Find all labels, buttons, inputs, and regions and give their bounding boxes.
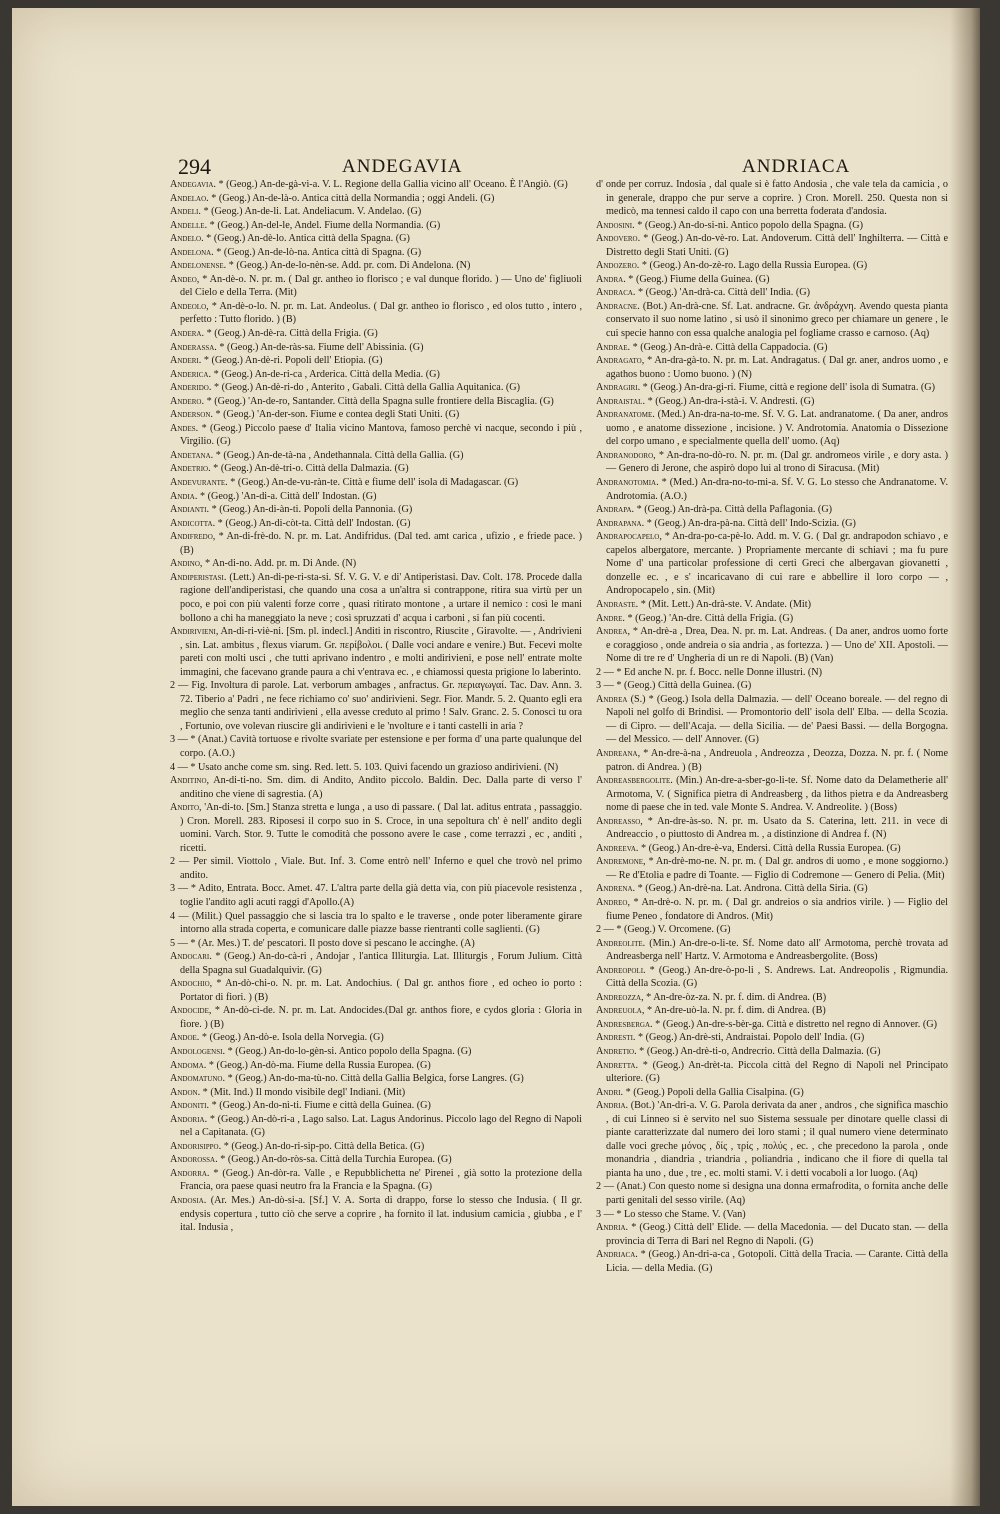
entry-headword: Andiperistasi. xyxy=(170,571,227,583)
dictionary-entry xyxy=(170,1031,582,1045)
entry-text: * An-dre-à-na , Andreuola , Andreozza , Deozza, Dozza. N. pr. f. ( Nome patron. di Andrea. ) (B) xyxy=(606,747,949,773)
entry-headword: Andetana. xyxy=(170,449,214,461)
entry-headword: 3 — xyxy=(170,883,189,895)
dictionary-entry xyxy=(596,1099,948,1180)
entry-headword: Andito, xyxy=(170,802,202,814)
entry-headword: Andreasso, xyxy=(596,815,643,827)
dictionary-entry xyxy=(170,557,582,571)
dictionary-entry xyxy=(596,476,948,503)
dictionary-entry xyxy=(596,815,948,842)
right-column xyxy=(596,178,948,1275)
entry-headword: Andoniti. xyxy=(170,1100,210,1112)
entry-headword: Andoe. xyxy=(170,1032,200,1044)
entry-text: (Milit.) Quel passaggio che si lascia tra lo spalto e le traverse , onde poter liberamente girare intorno alla strada coperta, e comunicare dalle piazze basse rientranti colle saglienti. (G) xyxy=(180,910,582,936)
dictionary-entry xyxy=(596,1059,948,1086)
entry-text: * (Geog.) An-do-ròs-sa. Città della Turchia Europea. (G) xyxy=(220,1154,452,1166)
dictionary-entry xyxy=(170,1045,582,1059)
entry-text: * (Geog.) V. Orcomene. (G) xyxy=(616,924,731,936)
dictionary-entry xyxy=(170,977,582,1004)
entry-text: An-di-ri-viè-ni. [Sm. pl. indecl.] Anditi in riscontro, Riuscite , Giravolte. — , Andrivieni , sin. Lat. ambitus , flexus viarum. Gr. περίβολοι. ( Dalle voci andare e venire.) But. Fecevi molte pareti con molti usci , che tutti aprivano indentro , e molti andirivieni, e pose nell' entrate molte immagini, che facevano grande paura a chi v'entrava ec. , e chiamossi questa prigione lo laberinto. xyxy=(180,626,583,678)
dictionary-entry xyxy=(596,273,948,287)
entry-text: * (Geog.) An-dè-ri. Popoli dell' Etiopia. (G) xyxy=(203,355,383,367)
dictionary-entry xyxy=(170,801,582,855)
entry-headword: Andero. xyxy=(170,395,205,407)
dictionary-entry xyxy=(596,747,948,774)
entry-text: * An-dra-no-dò-ro. N. pr. m. (Dal gr. andromeos virile , e dory asta. ) — Genero di Jerone, che aspirò dopo lui al trono di Siracusa. (Mit) xyxy=(606,449,949,475)
dictionary-entry xyxy=(170,517,582,531)
entry-headword: Andretta. xyxy=(596,1059,639,1071)
dictionary-entry xyxy=(596,679,948,693)
entry-headword: Andreana, xyxy=(596,747,641,759)
dictionary-entry xyxy=(596,286,948,300)
dictionary-entry xyxy=(596,449,948,476)
entry-headword: Andino, xyxy=(170,558,203,570)
entry-text: * An-drè-mo-ne. N. pr. m. ( Dal gr. andros di uomo , e mone soggiorno.) — Re d'Etolia e padre di Toante. — Figlio di Codremone — Genero di Pelia. (Mit) xyxy=(606,856,949,881)
entry-text: * (Geog.) An-dè-ri-do , Anterito , Gabali. Città della Gallia Aquitanica. (G) xyxy=(213,382,521,394)
entry-headword: Andorossa. xyxy=(170,1154,218,1166)
left-column xyxy=(170,178,582,1235)
entry-text: * (Geog.) An-de-lo-nèn-se. Add. pr. com. Di Andelona. (N) xyxy=(228,260,471,272)
entry-headword: Andreasbergolite. xyxy=(596,775,673,787)
dictionary-entry xyxy=(170,1086,582,1100)
entry-headword: Andranatome. xyxy=(596,409,655,421)
entry-text: * An-dre-òz-za. N. pr. f. dim. di Andrea. (B) xyxy=(646,991,827,1003)
dictionary-entry xyxy=(170,679,582,733)
dictionary-entry xyxy=(596,395,948,409)
entry-headword: Andorisippo. xyxy=(170,1140,222,1152)
entry-headword: Anderi. xyxy=(170,355,202,367)
entry-text: (S.) * (Geog.) Isola della Dalmazia. — dell' Oceano boreale. — del regno di Napoli nel golfo di Brindisi. — Promontorio dell' isola dell' Elba. — della Scozia. — di Cipro. — dell'Acaja. — della Sicilia. — de' Paesi Bassi. — della Borgogna. — del Messico. — dell' Annover. (G) xyxy=(606,693,949,746)
entry-text: * (Geog.) An-do-vè-ro. Lat. Andoverum. Città dell' Inghilterra. — Città e Distretto degli Stati Uniti. (G) xyxy=(606,233,948,258)
entry-text: * An-dè-o-lo. N. pr. m. Lat. Andeolus. ( Dal gr. antheo io florisco , ed olos tutto , intero , perfetto : Tutto florido. ) (B) xyxy=(180,300,582,326)
dictionary-entry xyxy=(596,1208,948,1222)
entry-headword: Andoria. xyxy=(170,1113,208,1125)
entry-text: * (Geog.) An-do-ri-sìp-po. Città della Betica. (G) xyxy=(223,1140,425,1152)
entry-headword: Andrapana. xyxy=(596,517,645,529)
entry-text: (Med.) An-dra-na-to-me. Sf. V. G. Lat. andranatome. ( Da aner, andros uomo , e anatome dissezione , incisione. ) V. Androtomia. Anatomia o Dissezione del corpo umano , e specialmente quella dell' uomo. (Aq) xyxy=(606,409,948,448)
dictionary-entry xyxy=(596,666,948,680)
entry-headword: Andosia. xyxy=(170,1195,207,1207)
entry-headword: Andranodoro, xyxy=(596,449,656,461)
dictionary-entry xyxy=(596,612,948,626)
page-spine-shadow xyxy=(950,8,980,1506)
dictionary-entry xyxy=(170,882,582,909)
dictionary-entry xyxy=(596,300,948,341)
dictionary-entry xyxy=(596,341,948,355)
dictionary-entry xyxy=(170,354,582,368)
entry-headword: Andreopoli. xyxy=(596,964,646,976)
entry-text: (Anat.) Con questo nome si designa una donna ermafrodita, o fornita anche delle parti genitali del sesso virile. (Aq) xyxy=(606,1181,949,1207)
entry-headword: Andocide, xyxy=(170,1005,212,1017)
entry-headword: 4 — xyxy=(170,910,189,922)
entry-text: * (Geog.) An-dò-ri-a , Lago salso. Lat. Lagus Andorinus. Piccolo lago del Regno di Napoli nel a Capitanata. (G) xyxy=(180,1113,583,1139)
entry-headword: Andovero. xyxy=(596,233,641,245)
dictionary-entry xyxy=(170,341,582,355)
entry-text: Fig. Involtura di parole. Lat. verborum ambages , anfractus. Gr. περιαγωγαί. Tac. Dav. Ann. 3. 72. Tiberio a' Padri , ne fece richiamo co' suo' andirivieni. Segr. Fior. Mandr. 5. 2. Quanto egli era meglio che senza tanti andirivieni , ella avesse creduto al primo ! Salv. Granc. 2. 5. Conosci tu ora , Fortunio, ove volevan riuscire gli andirivieni e le 'nvolture e i tanti castelli in aria ? xyxy=(180,680,582,732)
entry-headword: 2 — xyxy=(596,924,614,936)
entry-headword: Andianti. xyxy=(170,504,210,516)
dictionary-entry xyxy=(170,774,582,801)
entry-headword: Andicotta. xyxy=(170,517,216,529)
dictionary-entry xyxy=(170,422,582,449)
entry-headword: 2 — xyxy=(170,680,189,692)
running-head-left: ANDEGAVIA xyxy=(342,156,463,177)
entry-text: * (Geog.) An-de-li. Lat. Andeliacum. V. Andelao. (G) xyxy=(203,206,422,218)
entry-headword: 3 — xyxy=(596,680,614,692)
entry-text: * (Geog.) Popoli della Gallia Cisalpina. (G) xyxy=(625,1086,804,1098)
entry-headword: Andria. xyxy=(596,1222,629,1234)
entry-headword: Andri. xyxy=(596,1086,624,1098)
entry-text: * (Geog.) Città della Guinea. (G) xyxy=(616,680,752,692)
dictionary-entry xyxy=(170,368,582,382)
entry-text: * An-dò-ci-de. N. pr. m. Lat. Andocides.(Dal gr. anthos fiore, e cydos gloria : Gloria in fiore. ) (B) xyxy=(180,1005,582,1030)
dictionary-entry xyxy=(596,693,948,747)
dictionary-entry xyxy=(170,937,582,951)
dictionary-entry xyxy=(596,354,948,381)
entry-text: * (Geog.) 'An-drà-ca. Città dell' India. (G) xyxy=(638,287,810,299)
dictionary-entry xyxy=(170,530,582,557)
entry-text: * (Geog.) An-de-tà-na , Andethannala. Città della Gallia. (G) xyxy=(215,449,464,461)
entry-headword: 2 — xyxy=(596,1181,614,1193)
entry-text: * An-dra-gà-to. N. pr. m. Lat. Andragatus. ( Dal gr. aner, andros uomo , e agathos buono : Uomo buono. ) (N) xyxy=(606,355,949,380)
entry-text: * Usato anche come sm. sing. Red. lett. 5. 103. Quivi facendo un grazioso andirivieni. (N) xyxy=(190,761,559,773)
dictionary-entry xyxy=(596,937,948,964)
dictionary-entry xyxy=(596,625,948,666)
entry-text: * (Geog.) An-do-zè-ro. Lago della Russia Europea. (G) xyxy=(641,260,868,272)
dictionary-entry xyxy=(170,490,582,504)
entry-text: * An-dre-uò-la. N. pr. f. dim. di Andrea. (B) xyxy=(646,1005,826,1017)
entry-headword: 3 — xyxy=(170,734,188,746)
entry-text: 'An-di-to. [Sm.] Stanza stretta e lunga , a uso di passare. ( Dal lat. aditus entrata , passaggio. ) Cron. Morell. 283. Riposesi il corpo suo in S. Croce, in una sepoltura ch' è nell' andito degli uomini. Varch. Stor. 9. Tutte le comodità che possono avere le case , come terrazzi , ec , anditi , ricetti. xyxy=(180,802,583,854)
dictionary-entry xyxy=(170,219,582,233)
dictionary-entry xyxy=(170,910,582,937)
entry-text: * (Geog.) 'An-de-ro, Santander. Città della Spagna sulle frontiere della Biscaglia. (G) xyxy=(206,395,554,407)
dictionary-entry xyxy=(596,1248,948,1275)
entry-text: * (Geog.) An-di-àn-ti. Popoli della Pannonia. (G) xyxy=(211,504,413,516)
dictionary-entry xyxy=(596,964,948,991)
dictionary-entry xyxy=(170,1113,582,1140)
entry-headword: Andelo. xyxy=(170,233,204,245)
entry-text: * (Geog.) An-drà-pa. Città della Paflagonia. (G) xyxy=(636,504,833,516)
dictionary-entry xyxy=(596,381,948,395)
dictionary-entry xyxy=(170,449,582,463)
entry-headword: Andria. xyxy=(596,1100,629,1112)
book-page xyxy=(12,8,980,1506)
entry-text: * (Geog.) An-do-ma-tù-no. Città della Gallia Belgica, forse Langres. (G) xyxy=(227,1073,524,1085)
dictionary-entry xyxy=(170,1099,582,1113)
dictionary-entry xyxy=(596,517,948,531)
entry-text: * (Geog.) An-dri-a-ca , Gotopoli. Città della Tracia. — Carante. Città della Licia. — della Media. (G) xyxy=(606,1249,948,1274)
entry-headword: 4 — xyxy=(170,761,188,773)
entry-headword: Andevurante. xyxy=(170,477,228,489)
dictionary-entry xyxy=(170,1140,582,1154)
dictionary-entry xyxy=(170,1194,582,1235)
entry-headword: Andegavia. xyxy=(170,179,216,190)
entry-headword: Andelonense. xyxy=(170,260,227,272)
entry-headword: Andresti. xyxy=(596,1032,636,1044)
entry-headword: Andelona. xyxy=(170,246,214,258)
entry-text: * (Geog.) An-de-lò-na. Antica città di Spagna. (G) xyxy=(216,246,422,258)
entry-headword: Anderson. xyxy=(170,409,213,421)
dictionary-entry xyxy=(170,327,582,341)
dictionary-entry xyxy=(170,503,582,517)
entry-text: * Lo stesso che Stame. V. (Van) xyxy=(616,1208,746,1220)
entry-headword: Andremone, xyxy=(596,856,646,868)
dictionary-entry xyxy=(170,246,582,260)
entry-text: * (Geog.) 'An-di-a. Città dell' Indostan. (G) xyxy=(199,490,377,502)
dictionary-entry xyxy=(170,300,582,327)
entry-headword: Andre. xyxy=(596,612,625,624)
entry-text: * (Geog.) An-dè-tri-o. Città della Dalmazia. (G) xyxy=(213,463,409,475)
entry-headword: Andresberga. xyxy=(596,1018,653,1030)
dictionary-entry xyxy=(596,232,948,259)
entry-text: * (Geog.) An-drà-e. Città della Cappadocia. (G) xyxy=(632,341,828,353)
dictionary-entry xyxy=(596,882,948,896)
entry-text: * An-drè-o. N. pr. m. ( Dal gr. andreios o sia andrios virile. ) — Figlio del fiume Peneo , fondatore di Andros. (Mit) xyxy=(606,896,948,922)
entry-text: * (Geog.) An-dòr-ra. Valle , e Repubblichetta ne' Pirenei , già sotto la protezione della Francia, ora paese quasi neutro fra la Francia e la Spagna. (G) xyxy=(180,1167,582,1193)
entry-text: * (Geog.) An-dò-ma. Fiume della Russia Europea. (G) xyxy=(208,1059,431,1071)
dictionary-entry xyxy=(596,530,948,598)
entry-headword: Andrena. xyxy=(596,883,636,895)
entry-text: * (Geog.) An-di-còt-ta. Città dell' Indostan. (G) xyxy=(217,517,411,529)
entry-text: * An-dre-às-so. N. pr. m. Usato da S. Caterina, lett. 211. in vece di Andreaccio , o piuttosto di Andrea m. , a distinzione di Andrea f. (N) xyxy=(606,815,949,841)
dictionary-entry xyxy=(170,408,582,422)
dictionary-entry xyxy=(170,1072,582,1086)
dictionary-entry xyxy=(170,476,582,490)
entry-text: * An-dra-po-ca-pè-lo. Add. m. V. G. ( Dal gr. andrapodon schiavo , e capelos albergatore, mercante. ) Propriamente mercante di schiavi ; ma fu pure Nome d' una particolar professione di certi Greci che albergavan giovanetti , donzelle ec. , e s' incaricavano di cui rare e abbellire il loro corpo — , Andropocapelo , sin. (Mit) xyxy=(606,531,949,597)
entry-text: * (Geog.) An-do-lo-gèn-si. Antico popolo della Spagna. (G) xyxy=(227,1046,472,1057)
entry-headword: Andifredo, xyxy=(170,531,216,543)
dictionary-entry xyxy=(596,408,948,449)
entry-headword: Andrapocapelo, xyxy=(596,531,662,543)
dictionary-entry xyxy=(170,462,582,476)
dictionary-entry xyxy=(596,1045,948,1059)
entry-headword: Andranotomia. xyxy=(596,477,659,489)
dictionary-entry xyxy=(596,1221,948,1248)
dictionary-entry xyxy=(596,178,948,219)
dictionary-entry xyxy=(170,1153,582,1167)
entry-headword: Andochio, xyxy=(170,978,213,990)
entry-text: * (Mit. Ind.) Il mondo visibile degl' Indiani. (Mit) xyxy=(202,1086,406,1098)
dictionary-entry xyxy=(596,1086,948,1100)
entry-text: (Bot.) An-drà-cne. Sf. Lat. andracne. Gr. ἀνδράχνη. Avendo questa pianta conservato il suo nome latino , si usò il sinonimo greco per chiamare un genere , le cui specie hanno con essa qualche analogia pel fogliame crasso e carnoso. (Aq) xyxy=(606,300,948,340)
entry-headword: Andragato, xyxy=(596,355,645,367)
dictionary-entry xyxy=(596,842,948,856)
entry-text: Per simil. Viottolo , Viale. But. Inf. 3. Come entrò nell' Inferno e quel che trovò nel primo andito. xyxy=(180,856,582,881)
entry-headword: Andraste. xyxy=(596,598,639,610)
entry-headword: Andraistal. xyxy=(596,395,646,407)
dictionary-entry xyxy=(596,503,948,517)
entry-headword: Andon. xyxy=(170,1086,201,1098)
entry-headword: Andra. xyxy=(596,273,626,285)
entry-headword: Andracne. xyxy=(596,300,640,312)
dictionary-entry xyxy=(170,571,582,625)
entry-text: * Adito, Entrata. Bocc. Amet. 47. L'altra parte della già detta via, con più piacevole resistenza , toglie l'andito agli acuti raggi d'Apollo.(A) xyxy=(180,883,582,908)
dictionary-entry xyxy=(596,774,948,815)
entry-headword: 2 — xyxy=(596,666,614,678)
entry-headword: Anderassa. xyxy=(170,341,217,353)
dictionary-entry xyxy=(596,219,948,233)
entry-text: * An-drè-a , Drea, Dea. N. pr. m. Lat. Andreas. ( Da aner, andros uomo forte e coraggioso , onde andreia o sia andria , as fortezza. ) — Uno de' XII. Apostoli. — Nome di tre re d' Ungheria di un re di Napoli. (B) (Van) xyxy=(606,626,948,665)
entry-headword: Andrae. xyxy=(596,341,631,353)
entry-text: * An-di-no. Add. pr. m. Di Ande. (N) xyxy=(205,558,357,570)
entry-text: * (Geog.) An-do-nì-ti. Fiume e città della Guinea. (G) xyxy=(211,1100,431,1112)
dictionary-entry xyxy=(170,395,582,409)
entry-text: * (Geog.) An-del-le, Andel. Fiume della Normandia. (G) xyxy=(209,219,441,231)
dictionary-entry xyxy=(170,761,582,775)
dictionary-entry xyxy=(170,205,582,219)
dictionary-entry xyxy=(170,273,582,300)
entry-headword: Andoma. xyxy=(170,1059,207,1071)
running-head-right: ANDRIACA xyxy=(742,156,851,177)
entry-text: An-di-ti-no. Sm. dim. di Andito, Andito piccolo. Baldin. Dec. Dalla parte di verso l' anditino che viene di sagrestia. (A) xyxy=(180,775,582,800)
dictionary-entry xyxy=(596,598,948,612)
dictionary-entry xyxy=(170,950,582,977)
entry-text: * (Geog.) Piccolo paese d' Italia vicino Mantova, famoso perchè vi nacque, secondo i più , Virgilio. (G) xyxy=(180,422,582,448)
entry-headword: Anderica. xyxy=(170,368,212,380)
dictionary-entry xyxy=(170,1059,582,1073)
dictionary-entry xyxy=(596,1018,948,1032)
entry-text: * (Geog.) An-dò-e. Isola della Norvegia. (G) xyxy=(201,1032,384,1044)
dictionary-entry xyxy=(170,192,582,206)
entry-headword: Andeli. xyxy=(170,206,201,218)
entry-text: * (Geog.) An-dè-ra. Città della Frigia. (G) xyxy=(206,328,378,340)
entry-headword: Andragiri. xyxy=(596,382,641,394)
entry-headword: Anderido. xyxy=(170,382,212,394)
dictionary-entry xyxy=(596,259,948,273)
entry-text: * (Geog.) An-dre-è-va, Endersi. Città della Russia Europea. (G) xyxy=(641,842,901,854)
dictionary-entry xyxy=(596,855,948,882)
dictionary-entry xyxy=(596,1180,948,1207)
entry-text: d' onde per corruz. Indosia , dal quale si è fatto Andosia , che vale tela da camicia , o in generale, drappo che pur serve a coprire. ) Cron. Morell. 250. Questa non si medicò, ma tennesi caldo il capo con una berretta foderata d'andosia. xyxy=(596,179,948,218)
entry-text: * (Med.) An-dra-no-to-mi-a. Sf. V. G. Lo stesso che Andranatome. V. Androtomia. (A.O.) xyxy=(606,477,949,502)
dictionary-entry xyxy=(596,896,948,923)
entry-headword: Andirivieni, xyxy=(170,626,219,638)
entry-headword: Andreuola, xyxy=(596,1005,645,1017)
entry-headword: Andomatuno. xyxy=(170,1073,226,1085)
entry-text: * (Geog.) 'An-dre. Città della Frigia. (G) xyxy=(627,612,794,624)
entry-text: * (Geog.) An-de-là-o. Antica città della Normandia ; oggi Andeli. (G) xyxy=(211,192,495,204)
dictionary-entry xyxy=(170,259,582,273)
entry-text: * (Geog.) An-de-vu-ràn-te. Città e fiume dell' isola di Madagascar. (G) xyxy=(230,477,519,489)
entry-headword: Andeolo, xyxy=(170,300,209,312)
entry-headword: Andraca. xyxy=(596,287,636,299)
dictionary-entry xyxy=(596,1004,948,1018)
entry-text: * (Geog.) An-drè-na. Lat. Androna. Città della Siria. (G) xyxy=(637,883,868,895)
entry-text: * (Geog.) An-de-gà-vi-a. V. L. Regione della Gallia vicino all' Oceano. È l'Angiò. (G) xyxy=(218,179,568,190)
entry-headword: Anditino, xyxy=(170,775,210,787)
dictionary-entry xyxy=(170,1167,582,1194)
entry-text: (Min.) An-dre-a-sber-go-li-te. Sf. Nome dato da Delametherie all' Armotoma, V. ( Significa pietra di Andreasberg , da lithos pietra e da Andreasberg nome di paese che in ted. vale Monte S. Andrea. V. Andreolite. ) (Boss) xyxy=(606,775,948,814)
entry-text: * (Geog.) An-dre-s-bèr-ga. Città e distretto nel regno di Annover. (G) xyxy=(655,1018,937,1030)
entry-text: * (Geog.) An-dra-i-stà-i. V. Andresti. (G) xyxy=(647,395,815,407)
entry-headword: Andreozza, xyxy=(596,991,644,1003)
entry-text: * (Geog.) An-drè-ti-o, Andrecrio. Città della Dalmazia. (G) xyxy=(639,1046,881,1057)
entry-headword: Andelao. xyxy=(170,192,209,204)
entry-headword: Andologensi. xyxy=(170,1046,226,1057)
entry-headword: Andretio. xyxy=(596,1046,637,1057)
dictionary-entry xyxy=(170,381,582,395)
entry-headword: Andreeva. xyxy=(596,842,639,854)
entry-headword: Andia. xyxy=(170,490,198,502)
dictionary-entry xyxy=(170,733,582,760)
entry-headword: Andriaca. xyxy=(596,1249,638,1261)
entry-headword: 3 — xyxy=(596,1208,614,1220)
dictionary-entry xyxy=(170,625,582,679)
entry-headword: Andozero. xyxy=(596,260,640,272)
entry-headword: Andrea, xyxy=(596,626,631,638)
entry-text: * (Geog.) Fiume della Guinea. (G) xyxy=(628,273,770,285)
entry-headword: Andorra. xyxy=(170,1167,210,1179)
entry-text: * (Geog.) An-de-ri-ca , Arderica. Città della Media. (G) xyxy=(213,368,440,380)
dictionary-entry xyxy=(170,855,582,882)
entry-text: (Min.) An-dre-o-li-te. Sf. Nome dato all' Armotoma, perchè trovata ad Andreasberga nell' Hartz. V. Armotoma e Andreasbergolite. (Boss) xyxy=(606,937,948,963)
entry-headword: Andosini. xyxy=(596,219,635,231)
entry-headword: Andelle. xyxy=(170,219,208,231)
entry-headword: Andrapa. xyxy=(596,504,635,516)
entry-text: * (Geog.) An-do-si-ni. Antico popolo della Spagna. (G) xyxy=(637,219,864,231)
entry-text: * (Geog.) An-dra-gi-ri. Fiume, città e regione dell' isola di Sumatra. (G) xyxy=(642,382,936,394)
dictionary-entry xyxy=(596,991,948,1005)
entry-text: * (Geog.) 'An-der-son. Fiume e contea degli Stati Uniti. (G) xyxy=(215,409,460,421)
entry-text: * (Geog.) An-do-cà-ri , Andojar , l'antica Illiturgia. Lat. Illiturgis , Forum Julium. Città della Spagna sul Guadalquivir. (G) xyxy=(180,951,582,976)
entry-text: * An-dè-o. N. pr. m. ( Dal gr. antheo io florisco ; e val dunque florido. ) — Uno de' figliuoli del Cielo e della Terra. (Mit) xyxy=(180,273,583,299)
entry-headword: Andes. xyxy=(170,422,199,434)
dictionary-entry xyxy=(170,178,582,192)
dictionary-entry xyxy=(596,1031,948,1045)
entry-text: * An-di-frè-do. N. pr. m. Lat. Andifridus. (Dal ted. amt carica , ufizio , e friede pace. ) (B) xyxy=(180,531,582,556)
entry-text: * (Geog.) An-dra-pà-na. Città dell' Indo-Scizia. (G) xyxy=(646,517,856,529)
entry-text: * (Mit. Lett.) An-drà-ste. V. Andate. (Mit) xyxy=(640,598,811,610)
entry-headword: Andera. xyxy=(170,328,205,340)
entry-text: * (Geog.) An-drè-sti, Andraistai. Popolo dell' India. (G) xyxy=(638,1032,865,1044)
entry-text: * (Geog.) An-dè-lo. Antica città della Spagna. (G) xyxy=(206,233,410,245)
entry-text: * Ed anche N. pr. f. Bocc. nelle Donne illustri. (N) xyxy=(616,666,823,678)
entry-text: * (Geog.) An-drèt-ta. Piccola città del Regno di Napoli nel Principato ulteriore. (G) xyxy=(606,1059,948,1085)
entry-headword: Andrea xyxy=(596,693,628,705)
page-number: 294 xyxy=(178,154,211,179)
entry-text: (Ar. Mes.) An-dò-si-a. [Sf.] V. A. Sorta di drappo, forse lo stesso che Indusia. ( Il gr. endysis copertura , tutto ciò che serve a coprire , ha fornito il lat. indusium camicia , giubba , e l' ital. Indusia , xyxy=(180,1195,582,1234)
entry-text: * An-dò-chi-o. N. pr. m. Lat. Andochius. ( Dal gr. anthos fiore , ed ocheo io porto : Portator di fiori. ) (B) xyxy=(180,978,582,1003)
entry-text: (Lett.) An-di-pe-ri-sta-si. Sf. V. G. V. e di' Antiperistasi. Dav. Colt. 178. Procede dalla ragione dell'andiperistasi, che quando una cosa a un'altra si contrappone, ritira sua virtù per un poco, e poi con più valenti forze corre , quasi ritirato montone , a urtare il nemico : così le mani bollono a chi ha maneggiato la neve ; così spruzzati d' acqua i carboni , si fan più cocenti. xyxy=(180,571,583,624)
entry-headword: 5 — xyxy=(170,937,188,949)
entry-headword: Andeo, xyxy=(170,273,200,285)
entry-headword: 2 — xyxy=(170,856,190,868)
dictionary-entry xyxy=(170,1004,582,1031)
entry-text: * (Geog.) An-dre-ò-po-li , S. Andrews. Lat. Andreopolis , Rigmundia. Città della Scozia. (G) xyxy=(606,964,948,990)
entry-headword: Andreolite. xyxy=(596,937,646,949)
entry-headword: Andreo, xyxy=(596,896,631,908)
dictionary-entry xyxy=(170,232,582,246)
entry-headword: Andetrio. xyxy=(170,463,211,475)
entry-headword: Andocari. xyxy=(170,951,212,963)
entry-text: * (Ar. Mes.) T. de' pescatori. Il posto dove si pescano le accinghe. (A) xyxy=(190,937,475,949)
entry-text: * (Geog.) An-de-ràs-sa. Fiume dell' Abissinia. (G) xyxy=(219,341,424,353)
entry-text: * (Geog.) Città dell' Elide. — della Macedonia. — del Ducato stan. — della provincia di Terra di Bari nel Regno di Napoli. (G) xyxy=(606,1222,948,1247)
dictionary-entry xyxy=(596,923,948,937)
entry-text: * (Anat.) Cavità tortuose e rivolte svariate per estensione e per forma d' una parte qualunque del corpo. (A.O.) xyxy=(180,734,582,759)
entry-text: (Bot.) 'An-dri-a. V. G. Parola derivata da aner , andros , che significa maschio , di cui Linneo si è servito nel suo Sistema sessuale per dinotare quelle classi di piante caratterizzate dal numero dei loro stami ; il qual numero viene determinato dalle voci greche μόνος , δίς , τρίς , πολύς , ec. , che precedono la parola , onde monandria , diandria , triandria , poliandria , indicano che il fiore di quella tal pianta ha uno , due , tre , ec. molti stami. V. i detti vocaboli a lor luogo. (Aq) xyxy=(606,1100,948,1179)
